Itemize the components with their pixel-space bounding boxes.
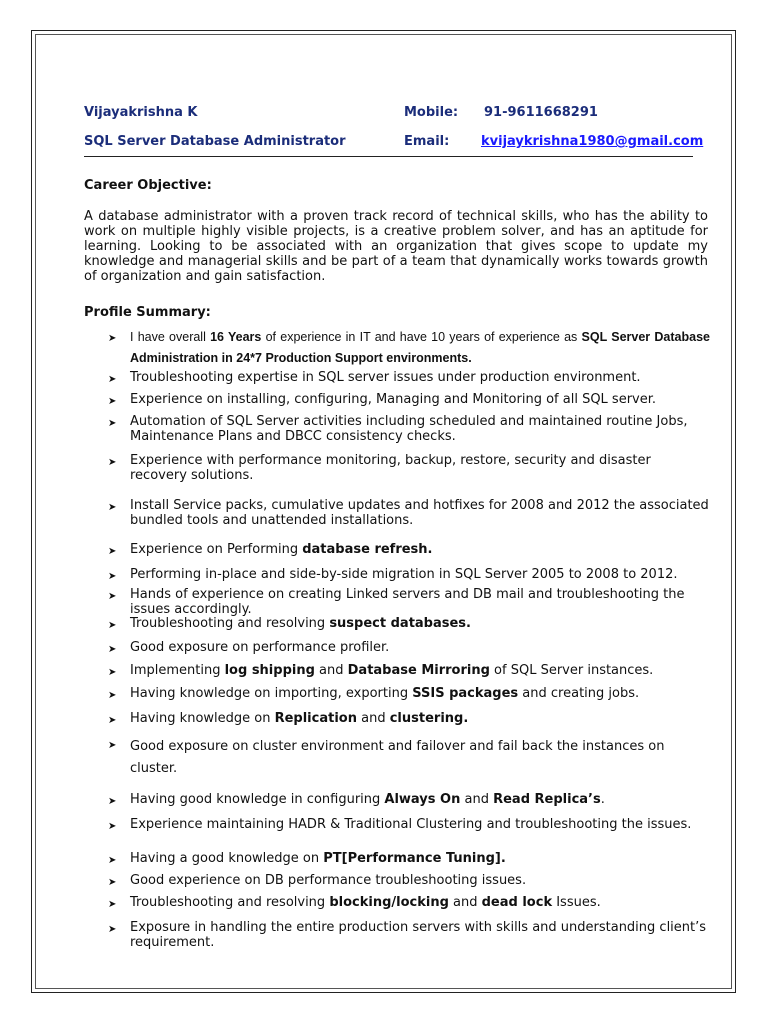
text-run: Experience on Performing	[130, 542, 303, 557]
header-divider	[84, 156, 693, 157]
bullet-arrow-icon: ➤	[108, 667, 117, 678]
list-item-text	[130, 895, 710, 910]
list-item-text	[130, 567, 710, 582]
text-run: Implementing	[130, 663, 225, 678]
bold-text: Database Mirroring	[347, 663, 490, 678]
bold-text: 16 Years	[210, 330, 262, 344]
text-run: Good experience on DB performance troubleshooting issues.	[130, 873, 527, 888]
email-label: Email:	[404, 134, 450, 149]
list-item-text	[130, 498, 710, 528]
bullet-arrow-icon: ➤	[108, 396, 117, 407]
text-run: Good exposure on cluster environment and failover and fail back the instances on cluster.	[130, 739, 665, 776]
text-run: Hands of experience on creating Linked servers and DB mail and troubleshooting the issues accordingly.	[130, 587, 685, 617]
text-run: Performing in-place and side-by-side migration in SQL Server 2005 to 2008 to 2012.	[130, 567, 678, 582]
text-run: Having knowledge on	[130, 711, 275, 726]
bullet-arrow-icon: ➤	[108, 546, 117, 557]
list-item-text	[130, 414, 710, 444]
bullet-arrow-icon: ➤	[108, 715, 117, 726]
bullet-arrow-icon: ➤	[108, 418, 117, 429]
text-run: and creating jobs.	[518, 686, 640, 701]
list-item-text	[130, 817, 710, 832]
list-item-text	[130, 453, 710, 483]
bold-text: PT[Performance Tuning].	[323, 851, 506, 866]
bullet-arrow-icon: ➤	[108, 333, 117, 344]
bullet-arrow-icon: ➤	[108, 740, 117, 751]
text-run: .	[600, 792, 605, 807]
bullet-arrow-icon: ➤	[108, 502, 117, 513]
bullet-arrow-icon: ➤	[108, 877, 117, 888]
bold-text: SSIS packages	[412, 686, 519, 701]
bold-text: database refresh.	[302, 542, 433, 557]
bullet-arrow-icon: ➤	[108, 924, 117, 935]
bullet-arrow-icon: ➤	[108, 620, 117, 631]
list-item-text	[130, 736, 710, 780]
career-objective-heading: Career Objective:	[84, 178, 212, 193]
bullet-arrow-icon: ➤	[108, 457, 117, 468]
bold-text: Always On	[384, 792, 461, 807]
bold-text: blocking/locking	[329, 895, 449, 910]
candidate-name: Vijayakrishna K	[84, 105, 198, 120]
text-run: Troubleshooting and resolving	[130, 895, 330, 910]
text-run: Experience maintaining HADR & Traditional Clustering and troubleshooting the issues.	[130, 817, 692, 832]
bold-text: Read Replica’s	[493, 792, 601, 807]
text-run: Having good knowledge in configuring	[130, 792, 385, 807]
bold-text: dead lock	[481, 895, 553, 910]
list-item-text	[130, 851, 710, 866]
bold-text: Replication	[274, 711, 357, 726]
list-item-text	[130, 616, 710, 631]
text-run: Troubleshooting and resolving	[130, 616, 330, 631]
text-run: Good exposure on performance profiler.	[130, 640, 390, 655]
text-run: and	[356, 711, 390, 726]
text-run: and	[314, 663, 348, 678]
list-item-text	[130, 711, 710, 726]
text-run: and	[448, 895, 482, 910]
text-run: Troubleshooting expertise in SQL server issues under production environment.	[130, 370, 641, 385]
bold-text: clustering.	[389, 711, 469, 726]
mobile-label: Mobile:	[404, 105, 459, 120]
mobile-value: 91-9611668291	[484, 105, 598, 120]
text-run: of SQL Server instances.	[489, 663, 654, 678]
list-item-text	[130, 392, 710, 407]
job-title: SQL Server Database Administrator	[84, 134, 346, 149]
bold-text: SQL Server Database Administration in 24*7 Production Support environments.	[130, 330, 710, 365]
email-link[interactable]: kvijaykrishna1980@gmail.com	[481, 134, 704, 149]
bold-text: suspect databases.	[329, 616, 471, 631]
bullet-arrow-icon: ➤	[108, 374, 117, 385]
bullet-arrow-icon: ➤	[108, 690, 117, 701]
list-item-text	[130, 640, 710, 655]
text-run: and	[460, 792, 494, 807]
list-item-text	[130, 792, 710, 807]
text-run: of experience in IT and have 10 years of experience as	[261, 330, 582, 344]
text-run: Install Service packs, cumulative updates and hotfixes for 2008 and 2012 the associated bundled tools and unattended installations.	[130, 498, 709, 528]
bullet-arrow-icon: ➤	[108, 591, 117, 602]
list-item-text	[130, 327, 710, 369]
bold-text: log shipping	[224, 663, 315, 678]
text-run: Having a good knowledge on	[130, 851, 324, 866]
list-item-text	[130, 663, 710, 678]
text-run: Issues.	[552, 895, 601, 910]
list-item-text	[130, 542, 710, 557]
bullet-arrow-icon: ➤	[108, 899, 117, 910]
bullet-arrow-icon: ➤	[108, 644, 117, 655]
list-item-text	[130, 920, 710, 950]
list-item-text	[130, 370, 710, 385]
bullet-arrow-icon: ➤	[108, 821, 117, 832]
list-item-text	[130, 873, 710, 888]
list-item-text	[130, 686, 710, 701]
text-run: Experience on installing, configuring, Managing and Monitoring of all SQL server.	[130, 392, 657, 407]
bullet-arrow-icon: ➤	[108, 796, 117, 807]
bullet-arrow-icon: ➤	[108, 855, 117, 866]
bullet-arrow-icon: ➤	[108, 571, 117, 582]
text-run: I have overall	[130, 330, 211, 344]
text-run: Having knowledge on importing, exporting	[130, 686, 413, 701]
profile-summary-heading: Profile Summary:	[84, 305, 211, 320]
text-run: Exposure in handling the entire production servers with skills and understanding client’s requirement.	[130, 920, 707, 950]
career-objective-text: A database administrator with a proven track record of technical skills, who has the ability to work on multiple highly visible projects, is a creative problem solver, and has an aptitude for learning. Looking to be associated with an organization that gives scope to update my knowledge and managerial skills and be part of a team that dynamically works towards growth of organization and gain satisfaction.	[84, 209, 708, 284]
text-run: Automation of SQL Server activities including scheduled and maintained routine Jobs, Maintenance Plans and DBCC consistency checks.	[130, 414, 688, 444]
text-run: Experience with performance monitoring, backup, restore, security and disaster recovery solutions.	[130, 453, 651, 483]
list-item-text	[130, 587, 710, 617]
